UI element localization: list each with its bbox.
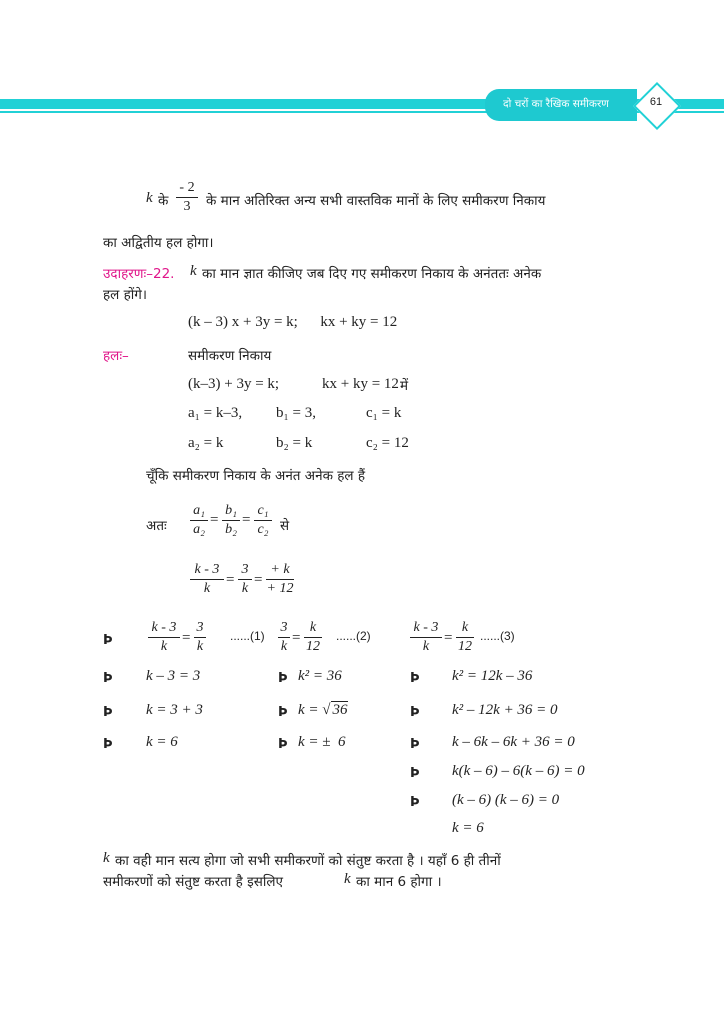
example-text1: का मान ज्ञात कीजिए जब दिए गए समीकरण निकाय के अनंततः अनेक	[202, 266, 542, 282]
ratio-a2: a₂	[193, 522, 205, 537]
ata-label: अतः	[146, 518, 167, 534]
ratio-eq-1: =	[210, 512, 219, 528]
implies-arrow: Þ	[278, 671, 288, 686]
implies-arrow: Þ	[410, 766, 420, 781]
implies-arrow: Þ	[103, 633, 113, 648]
ratio-b1: b₁	[222, 503, 240, 521]
implies-arrow: Þ	[410, 671, 420, 686]
col2-frac-left-den: k	[280, 639, 288, 654]
example-equation: (k – 3) x + 3y = k; kx + ky = 12	[188, 314, 398, 330]
col3-step2: k² – 12k + 36 = 0	[452, 702, 558, 718]
ratio-c2: c₂	[257, 522, 269, 537]
col3-step6: k = 6	[452, 820, 484, 836]
since-text: चूँकि समीकरण निकाय के अनंत अनेक हल हैं	[146, 468, 366, 484]
col1-frac-left-den: k	[160, 639, 168, 654]
intro-fraction	[176, 180, 198, 215]
col2-frac-left-num: 3	[278, 620, 290, 638]
ratio-b	[222, 503, 240, 538]
implies-arrow: Þ	[103, 737, 113, 752]
col3-step5: (k – 6) (k – 6) = 0	[452, 792, 560, 808]
col2-step3: k = ± 6	[298, 734, 346, 750]
conclusion-line2b: का मान 6 होगा ।	[356, 874, 442, 890]
implies-arrow: Þ	[103, 705, 113, 720]
ratio-b2: b₂	[225, 522, 237, 537]
solution-eq1: (k–3) + 3y = k;	[188, 376, 280, 392]
kfrac-3	[266, 562, 294, 597]
col2-eq: =	[292, 630, 301, 646]
intro-line1: के मान अतिरिक्त अन्य सभी वास्तविक मानों के लिए समीकरण निकाय	[206, 193, 546, 209]
solution-system-label: समीकरण निकाय	[188, 348, 272, 364]
kfrac-1-num: k - 3	[190, 562, 224, 580]
col1-step3: k = 6	[146, 734, 178, 750]
col1-frac-left	[148, 620, 180, 655]
conclusion-k2: k	[344, 871, 351, 887]
col2-step2-radicand: 36	[332, 702, 348, 718]
col3-step1: k² = 12k – 36	[452, 668, 533, 684]
intro-line2: का अद्वितीय हल होगा।	[103, 235, 214, 251]
example-k: k	[190, 263, 197, 279]
kfrac-eq-1: =	[226, 572, 235, 588]
intro-frac-den: 3	[183, 199, 191, 214]
col3-step3: k – 6k – 6k + 36 = 0	[452, 734, 575, 750]
ratio-eq-2: =	[242, 512, 251, 528]
col2-step1: k² = 36	[298, 668, 342, 684]
col3-frac-left-num: k - 3	[410, 620, 442, 638]
col3-frac-right	[456, 620, 474, 655]
kfrac-2-den: k	[241, 581, 249, 596]
ratio-a	[190, 503, 208, 538]
example-label: उदाहरणः–22.	[103, 266, 175, 282]
equation-tag-3: ......(3)	[480, 629, 515, 643]
col1-step2: k = 3 + 3	[146, 702, 203, 718]
implies-arrow: Þ	[410, 737, 420, 752]
se-label: से	[280, 518, 290, 534]
col1-frac-right-num: 3	[194, 620, 206, 638]
coef-b1: b₁ = 3,	[276, 405, 316, 421]
col1-frac-left-num: k - 3	[148, 620, 180, 638]
col3-frac-left-den: k	[422, 639, 430, 654]
kfrac-1-den: k	[203, 581, 211, 596]
kfrac-1	[190, 562, 224, 597]
conclusion-line2a: समीकरणों को संतुष्ट करता है इसलिए	[103, 874, 283, 890]
col1-step1: k – 3 = 3	[146, 668, 201, 684]
chapter-title: दो चरों का रैखिक समीकरण	[503, 98, 609, 110]
ratio-c	[254, 503, 272, 538]
kfrac-2	[238, 562, 252, 597]
col2-frac-right	[304, 620, 322, 655]
coef-a2: a₂ = k	[188, 435, 224, 451]
equation-tag-1: ......(1)	[230, 629, 265, 643]
solution-label: हलः–	[103, 348, 129, 364]
col2-frac-right-den: 12	[306, 639, 320, 654]
col2-frac-right-num: k	[304, 620, 322, 638]
col3-frac-right-den: 12	[458, 639, 472, 654]
page-number: 61	[649, 96, 663, 108]
solution-eq2: kx + ky = 12	[322, 376, 399, 392]
coef-c1: c₁ = k	[366, 405, 402, 421]
intro-frac-num: - 2	[176, 180, 198, 198]
solution-eq2-suffix: में	[400, 378, 409, 394]
col2-frac-left	[278, 620, 290, 655]
kfrac-eq-2: =	[254, 572, 263, 588]
conclusion-line1: का वही मान सत्य होगा जो सभी समीकरणों को संतुष्ट करता है । यहाँ 6 ही तीनों	[115, 853, 501, 869]
col3-frac-right-num: k	[456, 620, 474, 638]
coef-a1: a₁ = k–3,	[188, 405, 243, 421]
coef-c2: c₂ = 12	[366, 435, 409, 451]
intro-k: k	[146, 190, 153, 206]
col1-frac-right-den: k	[196, 639, 204, 654]
col2-step2: k = √ 36	[298, 702, 348, 718]
ratio-c1: c₁	[254, 503, 272, 521]
implies-arrow: Þ	[278, 705, 288, 720]
kfrac-3-num: + k	[266, 562, 294, 580]
equation-tag-2: ......(2)	[336, 629, 371, 643]
implies-arrow: Þ	[410, 795, 420, 810]
col2-step2-pre: k =	[298, 702, 319, 718]
ratio-a1: a₁	[190, 503, 208, 521]
kfrac-3-den: + 12	[266, 581, 294, 596]
implies-arrow: Þ	[410, 705, 420, 720]
kfrac-2-num: 3	[238, 562, 252, 580]
coef-b2: b₂ = k	[276, 435, 313, 451]
example-text2: हल होंगे।	[103, 287, 147, 303]
implies-arrow: Þ	[278, 737, 288, 752]
col3-step4: k(k – 6) – 6(k – 6) = 0	[452, 763, 585, 779]
col3-frac-left	[410, 620, 442, 655]
implies-arrow: Þ	[103, 671, 113, 686]
col1-frac-right	[194, 620, 206, 655]
intro-ke: के	[158, 193, 169, 209]
col1-eq: =	[182, 630, 191, 646]
col3-eq: =	[444, 630, 453, 646]
conclusion-k: k	[103, 850, 110, 866]
